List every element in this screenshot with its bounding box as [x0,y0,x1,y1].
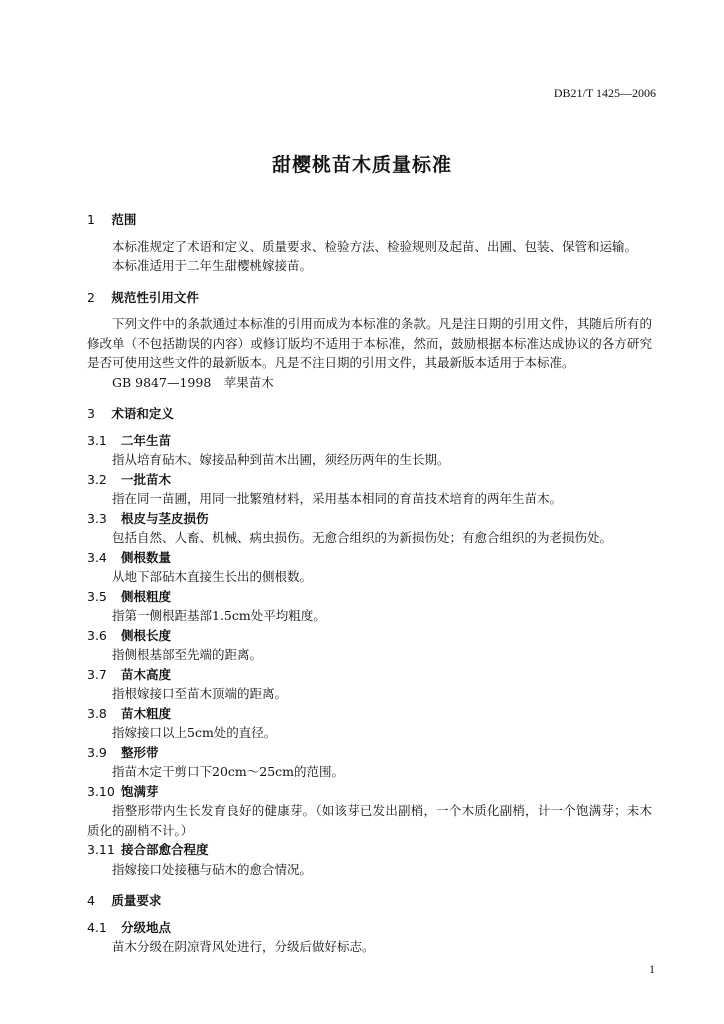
term-number: 3.2 [87,471,107,487]
term-definition: 指苗木定干剪口下20cm～25cm的范围。 [112,764,345,779]
paragraph: 本标准适用于二年生甜樱桃嫁接苗。 [112,258,313,273]
section-heading [87,404,652,424]
term-title: 一批苗木 [121,471,172,487]
term-number: 3.11 [87,842,115,857]
term-title: 侧根粗度 [121,588,172,604]
term-definition: 包括自然、人畜、机械、病虫损伤。无愈合组织的为新损伤处；有愈合组织的为老损伤处。 [112,530,613,545]
term-heading [87,470,652,490]
subclause-heading [87,918,652,938]
term-heading [87,587,652,607]
term-number: 3.6 [87,627,107,643]
term-number: 3.8 [87,705,107,721]
term-title: 整形带 [121,744,159,760]
section-heading [87,891,652,911]
term-number: 3.9 [87,744,107,760]
term-title: 苗木高度 [121,666,172,682]
section-title: 规范性引用文件 [111,289,199,305]
term-heading [87,626,652,646]
term-title: 苗木粗度 [121,705,172,721]
term-heading [87,431,652,451]
subclause-number: 4.1 [87,919,107,935]
term-title: 侧根长度 [121,627,172,643]
page-number: 1 [649,962,655,976]
term-number: 3.5 [87,588,107,604]
normative-reference: GB 9847—1998 苹果苗木 [112,374,274,390]
term-definition: 指从培育砧木、嫁接品种到苗木出圃，须经历两年的生长期。 [112,452,450,467]
paragraph: 本标准规定了术语和定义、质量要求、检验方法、检验规则及起苗、出圃、包装、保管和运输。 [112,238,638,254]
term-definition: 指侧根基部至先端的距离。 [112,647,263,662]
term-heading [87,782,652,802]
term-title: 二年生苗 [121,432,172,448]
term-definition: 指在同一苗圃，用同一批繁殖材料，采用基本相同的育苗技术培育的两年生苗木。 [112,491,563,506]
term-definition: 指嫁接口以上5cm处的直径。 [112,725,277,740]
section-title: 范围 [111,212,137,227]
term-title: 饱满芽 [121,783,159,799]
term-definition: 指嫁接口处接穗与砧木的愈合情况。 [112,861,313,877]
section-number: 2 [87,289,95,305]
term-number: 3.3 [87,510,107,526]
term-title: 根皮与茎皮损伤 [121,510,209,526]
standard-code: DB21/T 1425—2006 [553,86,656,100]
document-body [87,205,652,957]
term-definition: 指整形带内生长发育良好的健康芽。（如该芽已发出副梢，一个木质化副梢，计一个饱满芽；未木质化的副梢不计。） [87,803,652,838]
document-title: 甜樱桃苗木质量标准 [271,154,452,176]
section-number: 3 [87,406,95,421]
section-heading [87,288,652,308]
term-number: 3.1 [87,432,107,448]
term-number: 3.10 [87,783,115,799]
term-definition: 指根嫁接口至苗木顶端的距离。 [112,686,288,701]
term-definition: 指第一侧根距基部1.5cm处平均粗度。 [112,608,326,623]
term-heading [87,743,652,763]
section-title: 质量要求 [111,893,162,908]
term-heading [87,548,652,568]
term-definition: 从地下部砧木直接生长出的侧根数。 [112,569,313,584]
term-title: 接合部愈合程度 [121,842,209,857]
term-number: 3.4 [87,549,107,565]
paragraph: 下列文件中的条款通过本标准的引用而成为本标准的条款。凡是注日期的引用文件，其随后所有的修改单（不包括勘误的内容）或修订版均不适用于本标准，然而，鼓励根据本标准达成协议的各方研究是否可使用这些文件的最新版本。凡是不注日期的引用文件，其最新版本适用于本标准。 [87,316,652,370]
subclause-title: 分级地点 [121,919,172,935]
section-number: 1 [87,212,95,227]
term-number: 3.7 [87,666,107,682]
section-title: 术语和定义 [111,406,174,421]
term-title: 侧根数量 [121,549,172,565]
section-heading [87,210,652,230]
section-number: 4 [87,893,95,908]
paragraph: 苗木分级在阴凉背风处进行，分级后做好标志。 [112,939,375,954]
term-heading [87,665,652,685]
term-heading [87,509,652,529]
term-heading [87,840,652,860]
term-heading [87,704,652,724]
